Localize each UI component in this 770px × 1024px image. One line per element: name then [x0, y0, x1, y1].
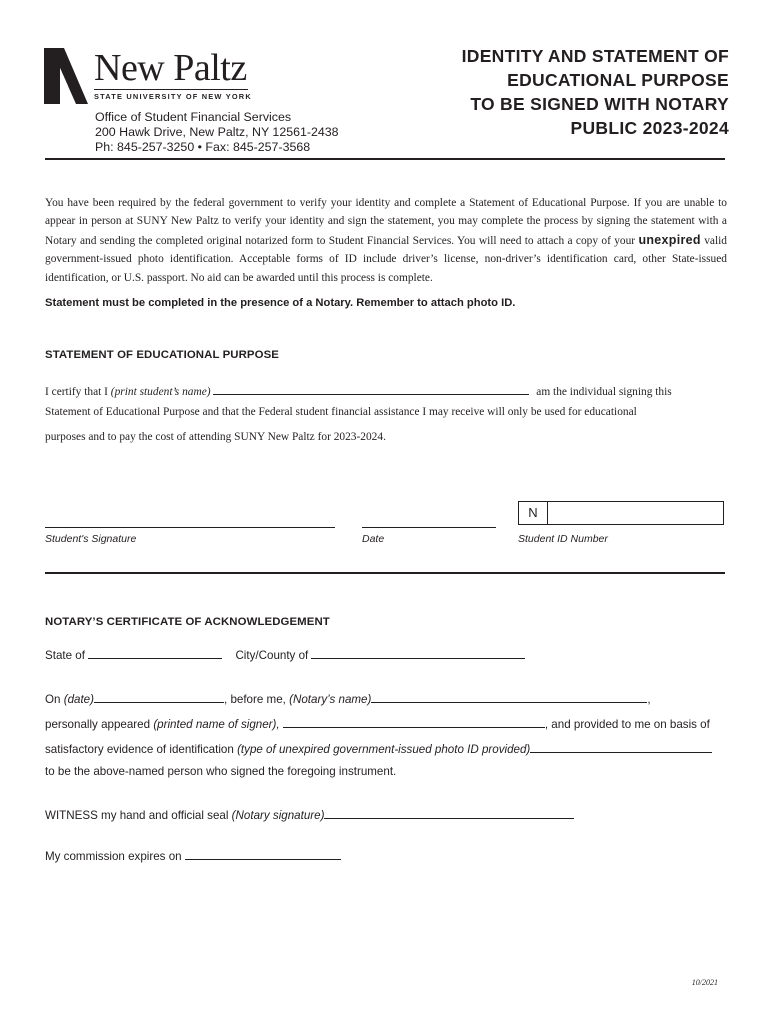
logo-subtitle: STATE UNIVERSITY OF NEW YORK: [94, 92, 252, 101]
section-divider: [45, 572, 725, 574]
student-id-field[interactable]: [518, 501, 724, 525]
personally-appeared-line: [45, 715, 710, 731]
witness-label: WITNESS my hand and official seal: [45, 809, 229, 822]
notary-name-field[interactable]: [371, 690, 647, 703]
title-line-1: IDENTITY AND STATEMENT OF: [461, 46, 729, 66]
office-address: 200 Hawk Drive, New Paltz, NY 12561-2438: [95, 125, 339, 139]
office-name: Office of Student Financial Services: [95, 110, 292, 124]
title-line-2: EDUCATIONAL PURPOSE: [507, 70, 729, 90]
commission-date-field[interactable]: [185, 847, 341, 860]
signer-name-field[interactable]: [283, 715, 545, 728]
id-type-hint: (type of unexpired government-issued photo ID provided): [237, 743, 531, 756]
statement-line-2: Statement of Educational Purpose and that the Federal student financial assistance I may receive will only be used for educational: [45, 406, 637, 418]
print-name-hint: (print student’s name): [110, 386, 211, 398]
printed-name-hint: (printed name of signer),: [153, 718, 280, 731]
document-title: [409, 44, 729, 140]
student-name-field[interactable]: [213, 382, 529, 395]
office-phone-fax: Ph: 845-257-3250 • Fax: 845-257-3568: [95, 140, 311, 154]
logo-divider: [94, 89, 248, 90]
statement-heading: STATEMENT OF EDUCATIONAL PURPOSE: [45, 349, 279, 361]
id-prefix: N: [519, 502, 548, 524]
notary-date-field[interactable]: [94, 690, 224, 703]
id-type-field[interactable]: [530, 740, 712, 753]
on-label: On: [45, 693, 61, 706]
identification-line: [45, 740, 712, 756]
intro-paragraph: [45, 194, 727, 287]
student-signature-label: Student's Signature: [45, 533, 137, 545]
date-field[interactable]: [362, 527, 496, 528]
before-me-label: , before me,: [224, 693, 286, 706]
statement-line-3: purposes and to pay the cost of attending SUNY New Paltz for 2023-2024.: [45, 431, 386, 443]
certify-line: [45, 382, 672, 398]
provided-label: , and provided to me on basis of: [544, 718, 710, 731]
student-signature-field[interactable]: [45, 527, 335, 528]
notary-heading: NOTARY’S CERTIFICATE OF ACKNOWLEDGEMENT: [45, 616, 330, 628]
student-id-label: Student ID Number: [518, 533, 608, 545]
certify-text-end: am the individual signing this: [536, 386, 672, 398]
state-field[interactable]: [88, 646, 222, 659]
title-line-4: PUBLIC 2023-2024: [570, 118, 729, 138]
logo-name: New Paltz: [94, 47, 247, 89]
office-info: [95, 110, 339, 155]
title-line-3: TO BE SIGNED WITH NOTARY: [470, 94, 729, 114]
notary-requirement-note: Statement must be completed in the presence of a Notary. Remember to attach photo ID.: [45, 297, 516, 309]
satisfactory-label: satisfactory evidence of identification: [45, 743, 234, 756]
intro-emphasis: unexpired: [638, 232, 701, 247]
notary-signature-field[interactable]: [324, 806, 574, 819]
notary-signature-hint: (Notary signature): [231, 809, 325, 822]
county-label: City/County of: [235, 649, 309, 662]
county-field[interactable]: [311, 646, 525, 659]
new-paltz-logo-icon: [44, 46, 88, 106]
form-revision-date: 10/2021: [691, 978, 718, 987]
comma: ,: [647, 693, 651, 706]
commission-label: My commission expires on: [45, 850, 182, 863]
on-date-line: [45, 690, 651, 706]
header-divider: [45, 158, 725, 160]
above-named-line: to be the above-named person who signed the foregoing instrument.: [45, 765, 397, 778]
date-label: Date: [362, 533, 385, 545]
certify-text: I certify that I: [45, 386, 111, 398]
intro-text-1: You have been required by the federal government to verify your identity and complete a Statement of Educational Purpose. If you are unable to appear in person at SUNY New Paltz to verify your identity and sign the statement, you may complete the process by signing the statement with a Notary and sending the completed original notarized form to Student Financial Services. You will need to attach a copy of your: [45, 197, 727, 247]
intro-text-2: valid government-issued photo identification. Acceptable forms of ID include driver’s license, non-driver’s identification card, other State-issued identification, or U.S. passport. No aid can be awarded until this process is complete.: [45, 234, 727, 284]
witness-line: [45, 806, 574, 822]
state-county-line: [45, 646, 525, 662]
notary-name-hint: (Notary’s name): [289, 693, 372, 706]
state-label: State of: [45, 649, 85, 662]
date-hint: (date): [63, 693, 94, 706]
personally-label: personally appeared: [45, 718, 151, 731]
commission-line: [45, 847, 341, 863]
